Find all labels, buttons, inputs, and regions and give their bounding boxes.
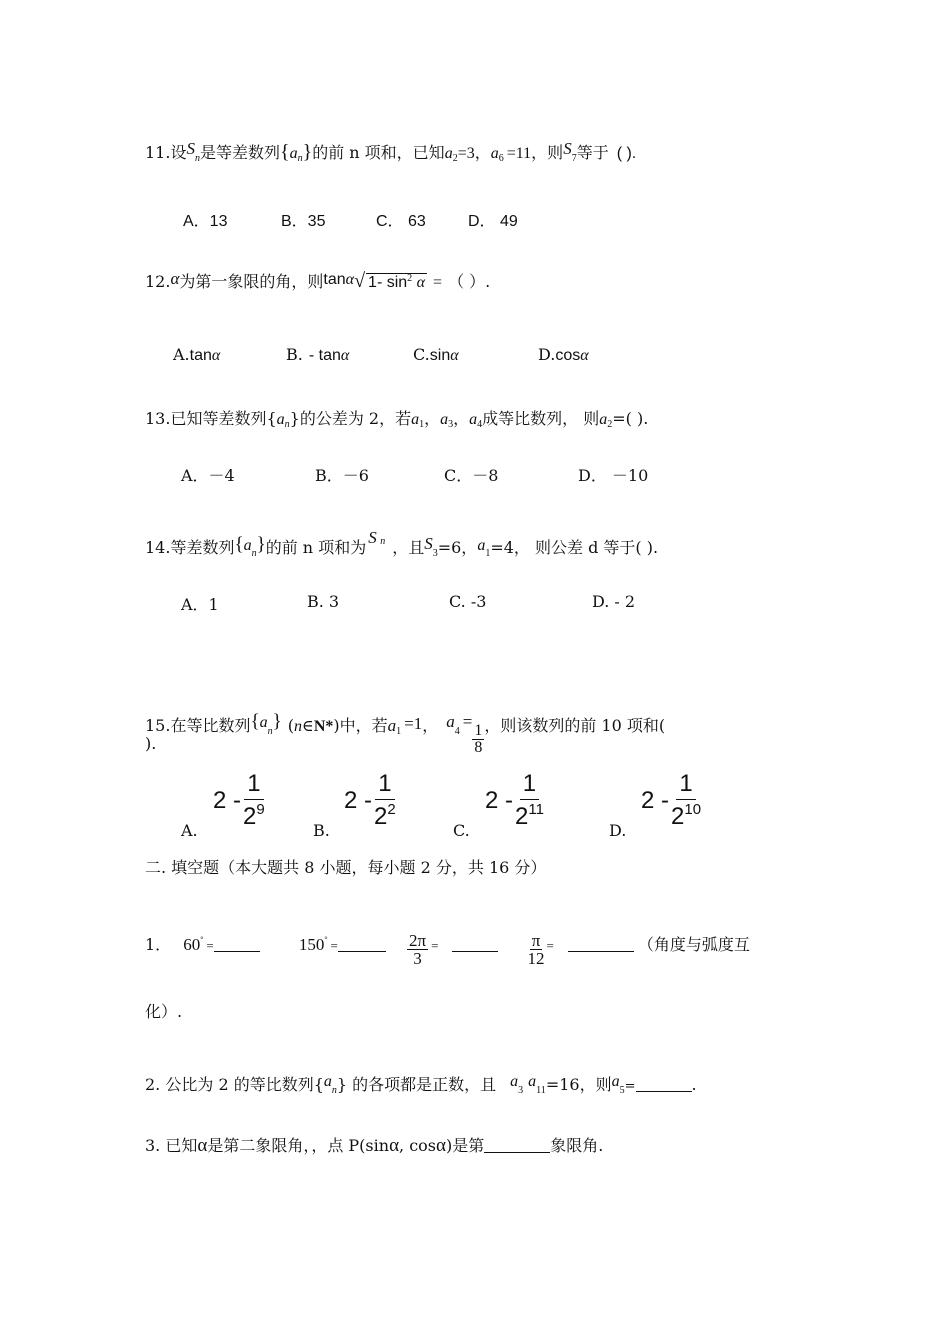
q13-option-c: C．－8 (444, 466, 499, 485)
q15-option-b-label: B. (313, 821, 330, 840)
q15-stem-cont: ). (145, 734, 157, 753)
q14-option-c: C. -3 (449, 592, 487, 611)
q15-fraction: $\frac{1}{8}$ (474, 722, 483, 756)
fill1-fraction-2pi-3: $\frac{2\pi}{3}$ (408, 931, 427, 968)
q14-option-d: D. - 2 (592, 592, 636, 611)
q11-stem: 11.设$S_n$是等差数列$\{a_n\}$的前 n 项和，已知$a_2=3$，$a_6 =11$，则$S_7$等于 ( ). (145, 139, 637, 164)
q14-option-a: A．1 (181, 595, 219, 614)
q14-option-b: B. 3 (307, 592, 340, 611)
q13-stem: 13.已知等差数列$\{a_n\}$的公差为 2，若$a_1$，$a_3$，$a_4$成等比数列， 则$a_2=$( ). (145, 409, 649, 430)
q11-option-b: B．35 (281, 213, 326, 230)
blank-a5[interactable] (636, 1077, 692, 1092)
q13-option-d: D． －10 (578, 466, 649, 485)
section2-heading: 二. 填空题（本大题共 8 小题，每小题 2 分，共 16 分） (145, 858, 547, 877)
q15-stem: 15.在等比数列$\{a_n\}$ (n∈N*)中，若$a_1 =1$， $a_4=$ $\frac{1}{8}$ ，则该数列的前 10 项和( (145, 711, 666, 756)
fill2-stem: 2. 公比为 2 的等比数列$\{a_n\}$ 的各项都是正数，且 $a_3a_{11}=16$，则$a_5=$ . (145, 1073, 697, 1096)
blank-150[interactable] (338, 937, 386, 952)
q13-option-b: B．－6 (315, 466, 369, 485)
fill1-stem: 1． 60° = 150° = $\frac{2\pi}{3}$ = $\frac{\pi}{12}$ = （角度与弧度互 (145, 931, 750, 968)
q15-option-c: 2 - $\frac{1}{2^{11}}$ (485, 770, 544, 830)
fill3-stem: 3. 已知α是第二象限角，，点 P(sinα, cosα)是第 象限角. (145, 1135, 604, 1156)
q15-option-a: 2 - $\frac{1}{2^9}$ (213, 770, 265, 830)
q11-option-a: A．13 (183, 213, 228, 230)
q14-stem: 14.等差数列$\{a_n\}$的前 n 项和为 S n ，且$S_3=6$，$a_1=4$， 则公差 d 等于( ). (145, 528, 659, 559)
q12-option-c: C.sinα (413, 345, 459, 364)
q12-stem: 12.α为第一象限的角，则tanα√ 1- $\sin^2 \alpha$ = （ ）. (145, 269, 491, 292)
q15-option-a-label: A. (181, 821, 198, 840)
fill1-stem-cont: 化）. (145, 1002, 183, 1021)
blank-quadrant[interactable] (484, 1138, 550, 1153)
q12-sqrt: 1- $\sin^2 \alpha$ (368, 273, 426, 291)
blank-pi-12[interactable] (568, 937, 634, 952)
blank-2pi-3[interactable] (452, 937, 498, 952)
blank-60[interactable] (214, 937, 260, 952)
q12-option-d: D.cosα (538, 345, 589, 364)
q11-option-c: C． 63 (376, 213, 426, 230)
fill1-fraction-pi-12: $\frac{\pi}{12}$ (527, 931, 545, 968)
q15-option-d-label: D. (609, 821, 627, 840)
q11-option-d: D． 49 (468, 213, 518, 230)
q15-option-c-label: C. (453, 821, 470, 840)
q15-option-b: 2 - $\frac{1}{2^2}$ (344, 770, 396, 830)
q12-option-a: A.tanα (173, 345, 221, 364)
q15-option-d: 2 - $\frac{1}{2^{10}}$ (641, 770, 702, 830)
q13-option-a: A．－4 (181, 466, 235, 485)
q12-option-b: B. - tanα (286, 345, 350, 364)
